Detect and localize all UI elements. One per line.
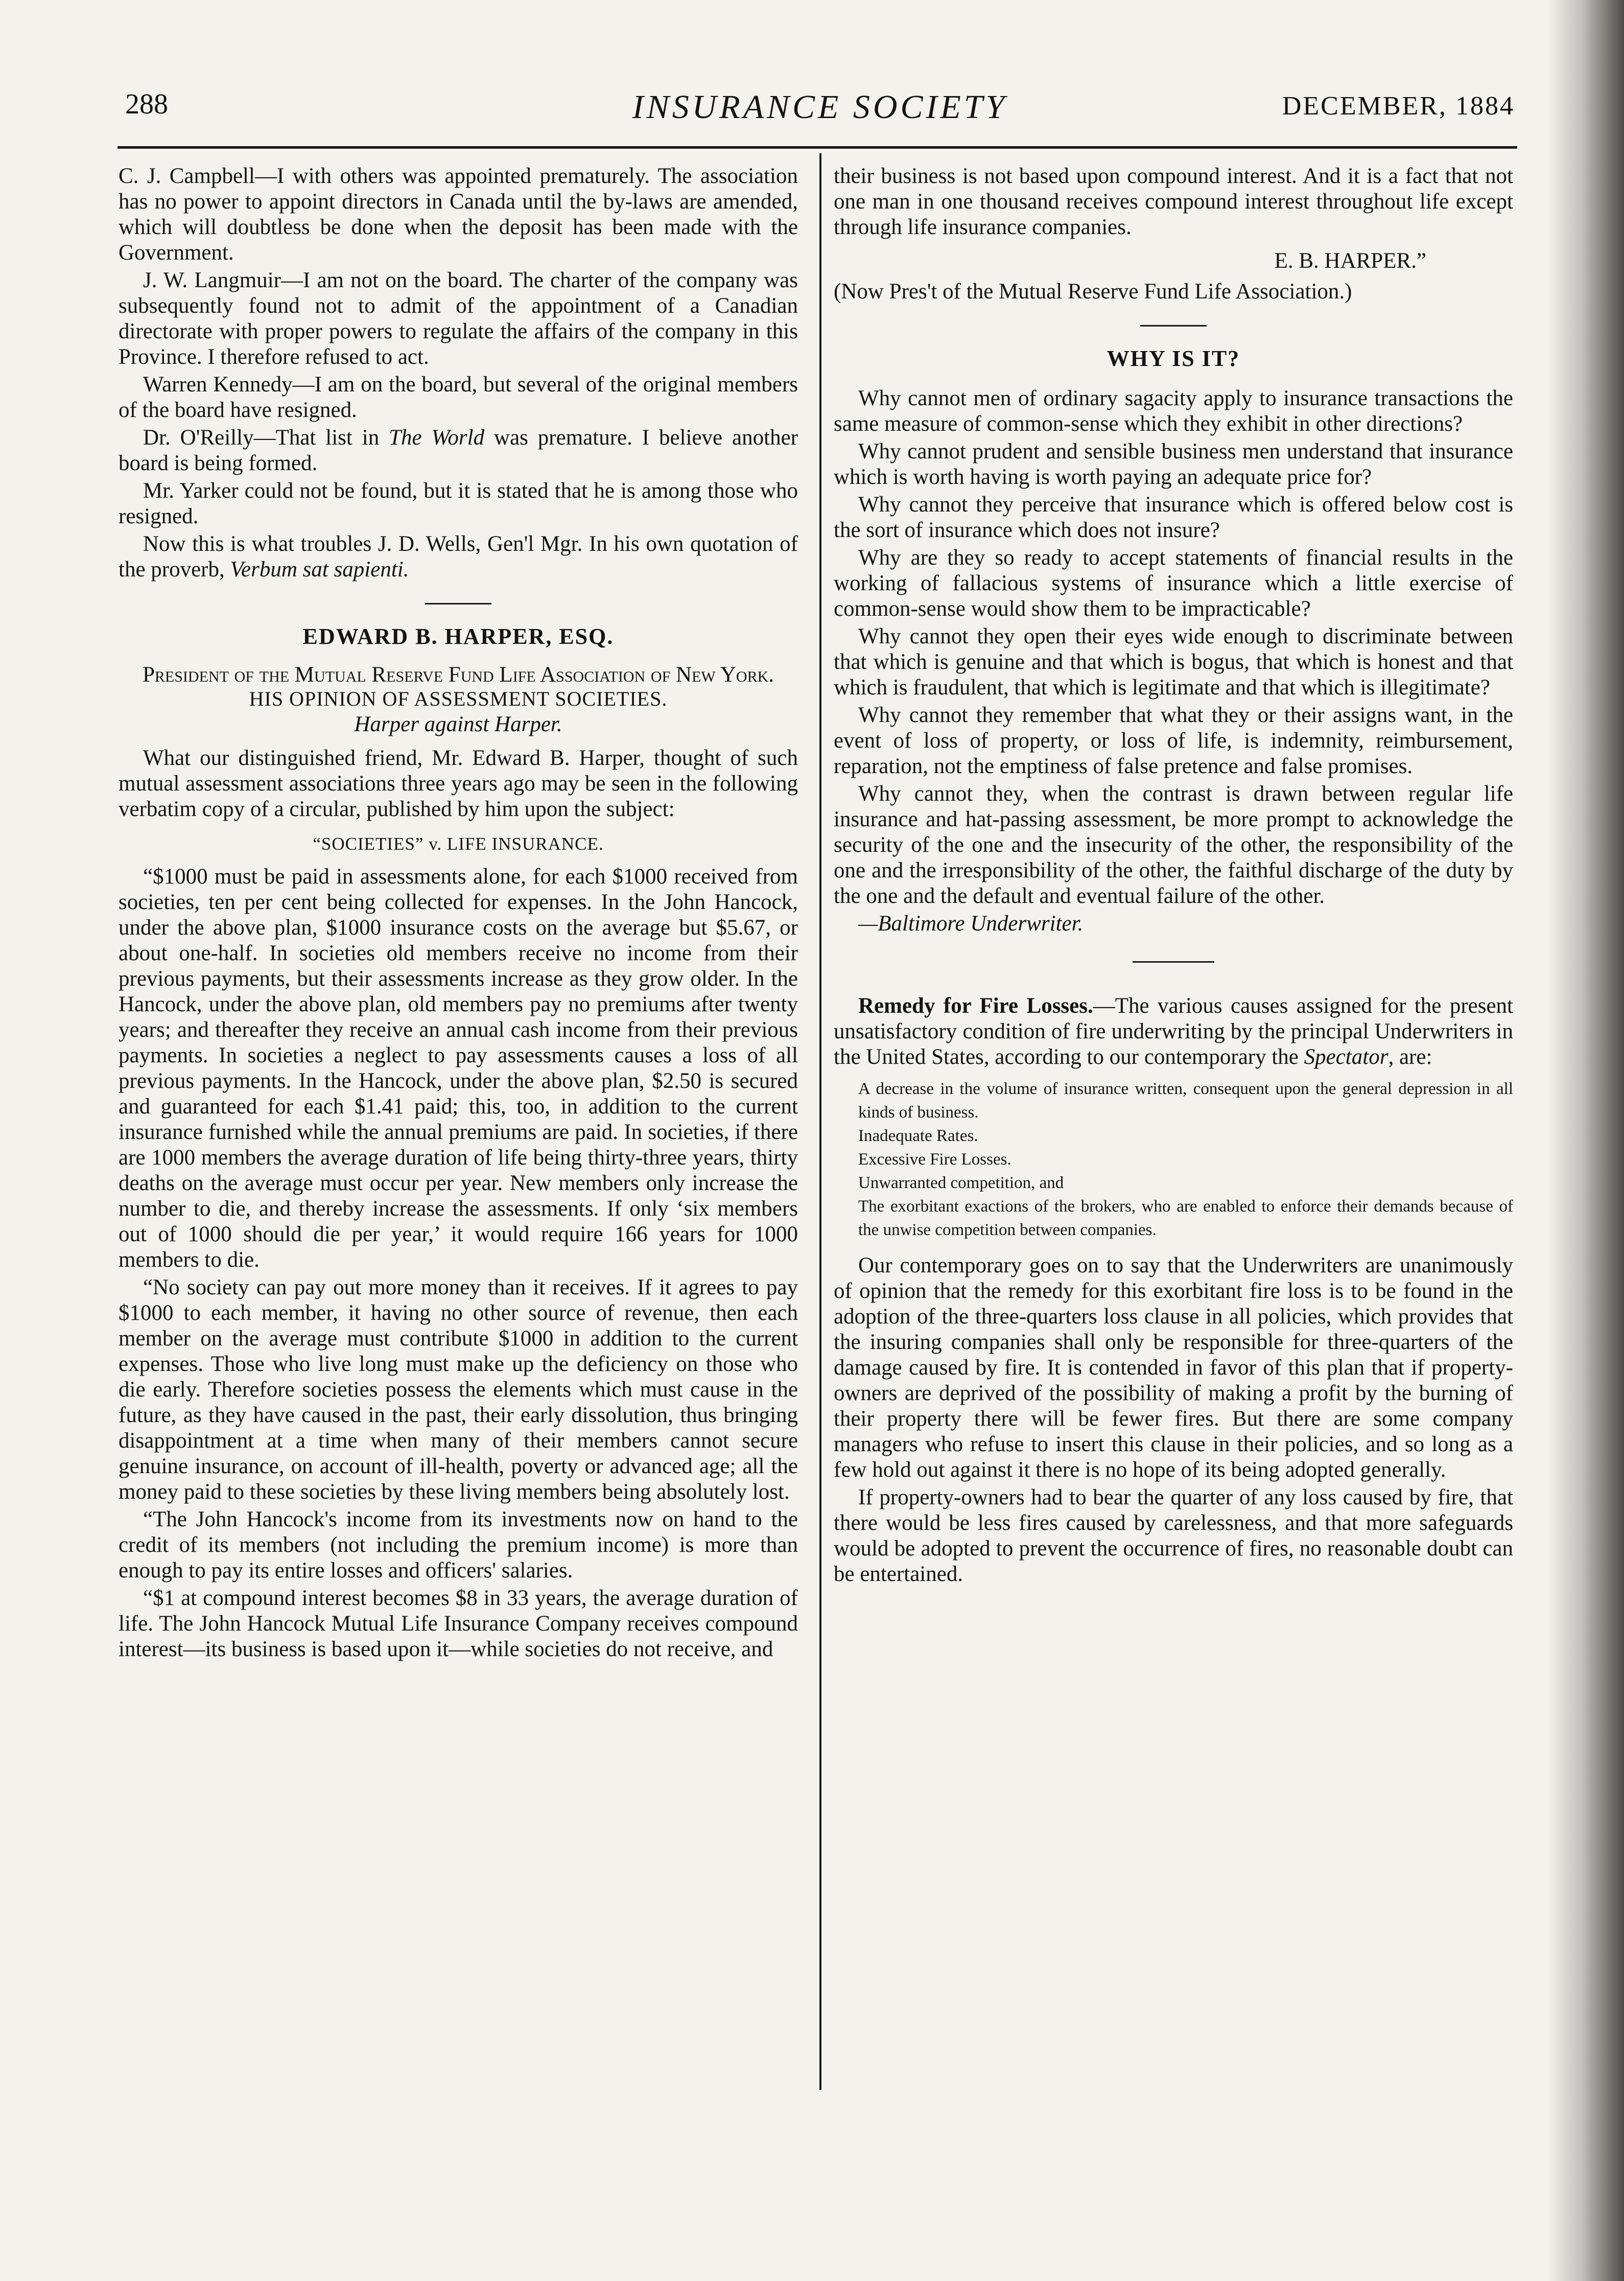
cause-item: Inadequate Rates. xyxy=(858,1127,978,1145)
issue-date: DECEMBER, 1884 xyxy=(1282,91,1515,121)
page-edge-shadow xyxy=(1547,0,1624,2281)
remedy-article-title: Remedy for Fire Losses. xyxy=(858,994,1093,1018)
spectator-name: Spectator xyxy=(1304,1045,1388,1069)
langmuir-paragraph: J. W. Langmuir—I am not on the board. The charter of the company was subsequently found not to admit of the appointment of a Canadian directorate with proper powers to regulate the affairs of the company in this Province. I therefore refused to act. xyxy=(119,268,798,369)
yarker-paragraph: Mr. Yarker could not be found, but it is stated that he is among those who resigned. xyxy=(119,479,798,528)
causes-list xyxy=(834,1077,1513,1242)
left-column xyxy=(119,164,798,1664)
remedy-paragraph: Our contemporary goes on to say that the Underwriters are unanimously of opinion that the remedy for this exorbitant fire loss is to be found in the adoption of the three-quarters loss clause in all policies, which provides that the insuring companies shall only be responsible for three-quarters of the damage caused by fire. It is contended in favor of this plan that if property-owners are deprived of the possibility of making a profit by the burning of their property there will be fewer fires. But there are some company managers who refuse to insert this clause in their policies, and so long as a few hold out against it there is no hope of its being adopted generally. xyxy=(834,1253,1513,1482)
cause-item: The exorbitant exactions of the brokers, who are enabled to enforce their demands because of the unwise competition between companies. xyxy=(858,1197,1513,1239)
why-paragraph: Why are they so ready to accept statements of financial results in the working of fallacious systems of insurance which a little exercise of common-sense would show them to be impracticable? xyxy=(834,546,1513,621)
proverb-quote: Verbum sat sapienti. xyxy=(230,557,409,581)
header-rule xyxy=(117,146,1517,149)
circular-paragraph: “$1 at compound interest becomes $8 in 33 years, the average duration of life. The John Hancock Mutual Life Insurance Company receives compound interest—its business is based upon it—while societies do not receive, and xyxy=(119,1586,798,1661)
article-credit: —Baltimore Underwriter. xyxy=(858,912,1084,936)
circular-continuation: their business is not based upon compound interest. And it is a fact that not one man in one thousand receives compound interest throughout life except through life insurance companies. xyxy=(834,164,1513,239)
why-article-title: WHY IS IT? xyxy=(1107,346,1240,371)
signature-note: (Now Pres't of the Mutual Reserve Fund Life Association.) xyxy=(834,280,1352,304)
right-column xyxy=(834,164,1513,1589)
why-paragraph: Why cannot they open their eyes wide enough to discriminate between that which is genuine and that which is bogus, that which is honest and that which is fraudulent, that which is legitimate and that which is illegitimate? xyxy=(834,624,1513,700)
circular-paragraph: “No society can pay out more money than it receives. If it agrees to pay $1000 to each member, it having no other source of revenue, then each member on the average must contribute $1000 in addition to the current expenses. Those who live long must make up the deficiency on those who die early. Therefore societies possess the elements which must cause in the future, as they have caused in the past, their early dissolution, thus bringing disappointment at a time when many of their members cannot secure genuine insurance, on account of ill-health, poverty or advanced age; all the money paid to these societies by these living members being absolutely lost. xyxy=(119,1275,798,1504)
why-paragraph: Why cannot they, when the contrast is drawn between regular life insurance and hat-passing assessment, be more prompt to acknowledge the security of the one and the insecurity of the other, the responsibility of the one and the irresponsibility of the other, the faithful discharge of the duty by the one and the default and eventual failure of the other. xyxy=(834,782,1513,908)
column-divider xyxy=(819,153,821,2090)
cause-item: Unwarranted competition, and xyxy=(858,1174,1064,1192)
circular-paragraph: “The John Hancock's income from its investments now on hand to the credit of its members (not including the premium income) is more than enough to pay its entire losses and officers' salaries. xyxy=(119,1507,798,1582)
harper-intro-paragraph: What our distinguished friend, Mr. Edward B. Harper, thought of such mutual assessment associations three years ago may be seen in the following verbatim copy of a circular, published by him upon the subject: xyxy=(119,746,798,821)
why-paragraph: Why cannot they remember that what they or their assigns want, in the event of loss of property, or loss of life, is indemnity, reimbursement, reparation, not the emptiness of false pretence and false promises. xyxy=(834,703,1513,778)
harper-article-subtitle: President of the Mutual Reserve Fund Life Association of New York. xyxy=(142,663,774,687)
page-number: 288 xyxy=(125,88,168,120)
oreilly-paragraph xyxy=(119,425,798,476)
wells-text: Now this is what troubles J. D. Wells, Gen'l Mgr. In his own quotation of the proverb, xyxy=(119,532,798,581)
oreilly-newspaper-name: The World xyxy=(389,426,485,450)
circular-paragraph: “$1000 must be paid in assessments alone, for each $1000 received from societies, ten per cent being collected for expenses. In the John Hancock, under the above plan, $1000 insurance costs on the average but $5.67, or about one-half. In societies old members receive no income from their previous payments, but their assessments increase as they grow older. In the Hancock, under the above plan, old members pay no premiums after twenty years; and thereafter they receive an annual cash income from their previous payments. In societies a neglect to pay assessments causes a loss of all previous payments. In the Hancock, under the above plan, $2.50 is secured and guaranteed for each $1.41 paid; this, too, in addition to the current insurance furnished while the annual premiums are paid. In societies, if there are 1000 members the average duration of life being thirty-three years, thirty deaths on the average must occur per year. New members only increase the number to die, and thereby increase the assessments. If only ‘six members out of 1000 should die per year,’ it would require 166 years for 1000 members to die. xyxy=(119,865,798,1272)
remedy-intro-paragraph xyxy=(834,993,1513,1070)
why-paragraph: Why cannot prudent and sensible business men understand that insurance which is worth having is worth paying an adequate price for? xyxy=(834,439,1513,489)
harper-article-subtitle-3: Harper against Harper. xyxy=(354,712,562,736)
wells-paragraph xyxy=(119,531,798,583)
harper-article-title: EDWARD B. HARPER, ESQ. xyxy=(302,624,614,649)
page-header xyxy=(125,88,1515,134)
campbell-paragraph: C. J. Campbell—I with others was appointed prematurely. The association has no power to appoint directors in Canada until the by-laws are amended, which will doubtless be done when the deposit has been made with the Government. xyxy=(119,164,798,265)
oreilly-text-1: Dr. O'Reilly—That list in xyxy=(143,426,389,450)
why-paragraph: Why cannot they perceive that insurance which is offered below cost is the sort of insurance which does not insure? xyxy=(834,493,1513,542)
section-divider xyxy=(1140,325,1207,327)
why-paragraph: Why cannot men of ordinary sagacity apply to insurance transactions the same measure of common-sense which they exhibit in other directions? xyxy=(834,386,1513,436)
oreilly-text-2: was premature. I believe another board is being formed. xyxy=(119,426,798,475)
remedy-intro-end: , are: xyxy=(1388,1045,1432,1069)
section-divider xyxy=(425,603,491,604)
publication-title: INSURANCE SOCIETY xyxy=(632,88,1008,126)
kennedy-paragraph: Warren Kennedy—I am on the board, but several of the original members of the board have resigned. xyxy=(119,373,798,422)
cause-item: A decrease in the volume of insurance written, consequent upon the general depression in all kinds of business. xyxy=(858,1080,1513,1122)
signature: E. B. HARPER.” xyxy=(1274,249,1426,273)
remedy-paragraph: If property-owners had to bear the quarter of any loss caused by fire, that there would be less fires caused by carelessness, and that more safeguards would be adopted to prevent the occurrence of fires, no reasonable doubt can be entertained. xyxy=(834,1485,1513,1586)
harper-article-subtitle-2: HIS OPINION OF ASSESSMENT SOCIETIES. xyxy=(249,687,668,710)
circular-title: “SOCIETIES” v. LIFE INSURANCE. xyxy=(313,834,604,854)
remedy-intro-text: —The various causes assigned for the present unsatisfactory condition of fire underwriting by the principal Underwriters in the United States, according to our contemporary the xyxy=(834,994,1513,1069)
cause-item: Excessive Fire Losses. xyxy=(858,1150,1011,1169)
section-divider xyxy=(1133,961,1214,963)
